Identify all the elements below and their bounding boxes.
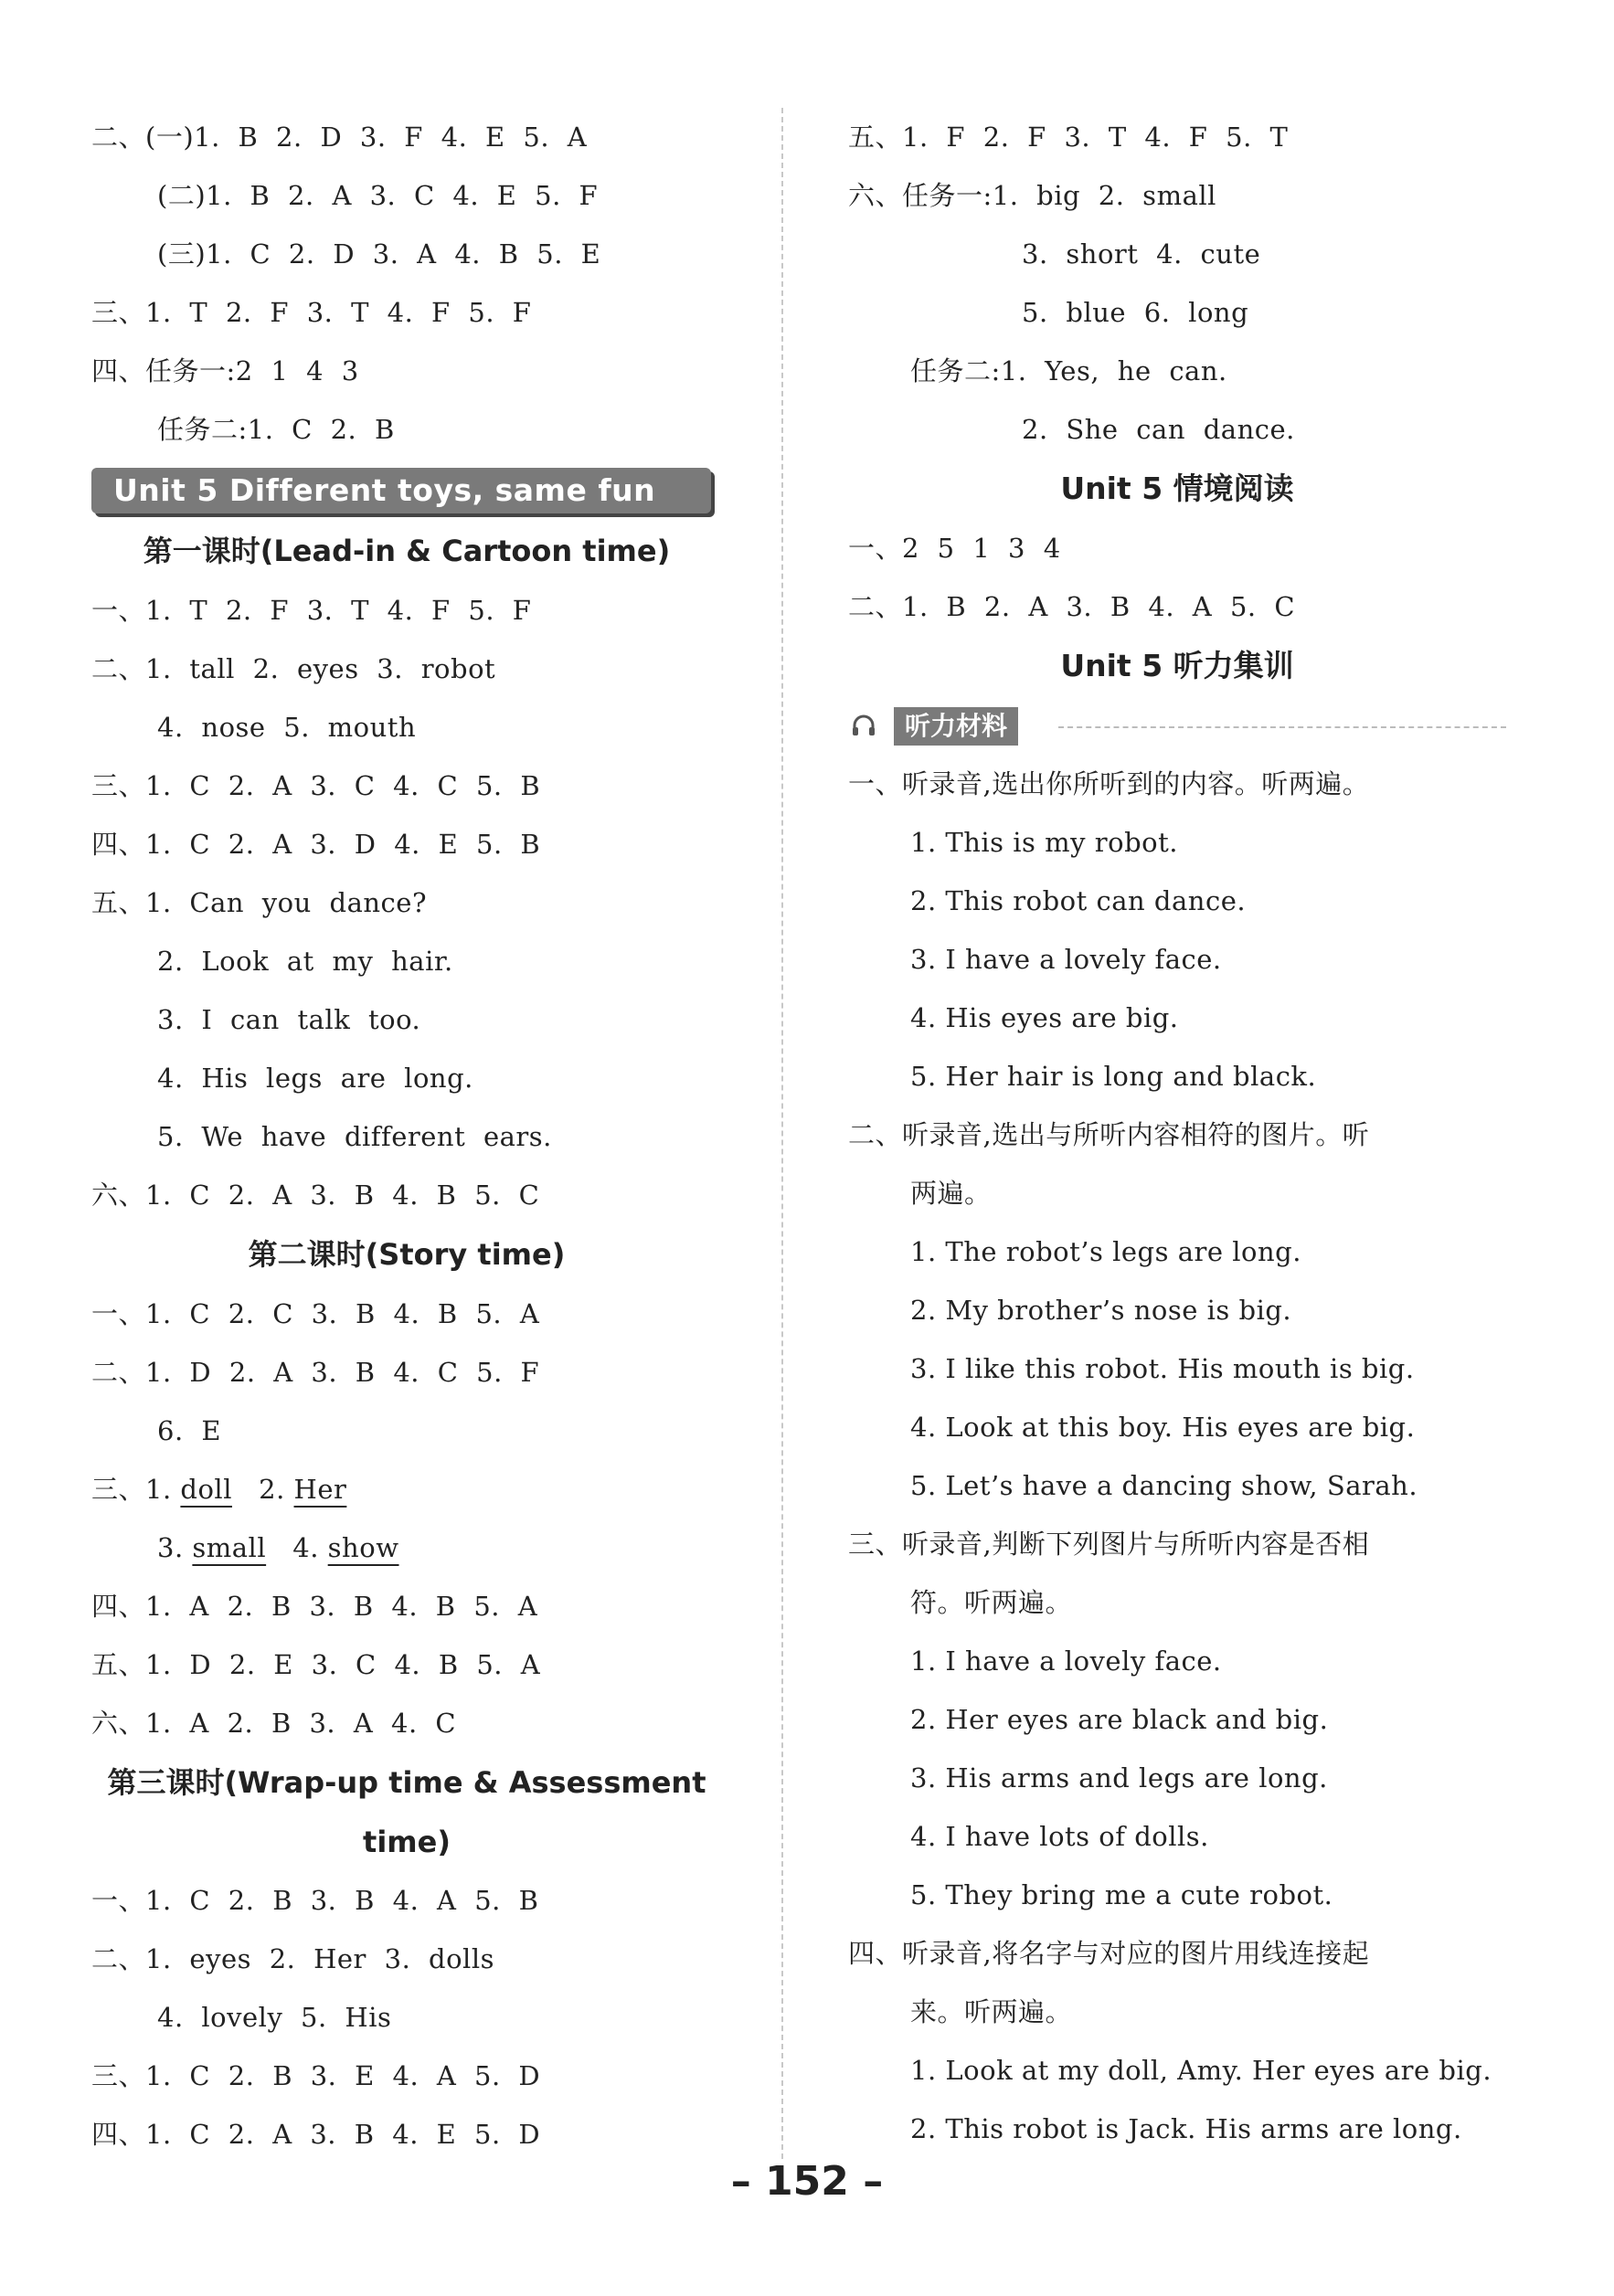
question-label: 四、 <box>848 1938 903 1969</box>
section-heading <box>848 1924 1506 1983</box>
answer-items: 1. C 2. B 3. B 4. A 5. B <box>145 1885 539 1916</box>
answer-line <box>91 990 722 1049</box>
script-line: 1. Look at my doll, Amy. Her eyes are big. <box>910 2055 1492 2086</box>
answer-line <box>91 1402 722 1460</box>
question-label: 五、 <box>91 887 146 918</box>
answer-items: 1. C 2. D 3. A 4. B 5. E <box>206 238 601 270</box>
script-line: 5. Let’s have a dancing show, Sarah. <box>910 1470 1418 1501</box>
answer-items: 1. B 2. D 3. F 4. E 5. A <box>194 122 588 153</box>
answer-line <box>91 640 722 698</box>
answer-items: 4. lovely 5. His <box>157 2002 392 2033</box>
answer-line <box>91 1694 722 1752</box>
answer-line <box>91 283 722 342</box>
answer-items: 1. A 2. B 3. A 4. C <box>145 1708 457 1739</box>
script-line: 5. Her hair is long and black. <box>910 1061 1317 1092</box>
answer-line <box>91 1460 722 1518</box>
section-instruction-cont: 符。听两遍。 <box>910 1587 1073 1618</box>
answer-number: 4. <box>292 1532 319 1563</box>
answer-word: show <box>327 1532 399 1563</box>
question-label: 四、 <box>91 2119 146 2150</box>
answer-line <box>91 815 722 873</box>
script-line: 4. His eyes are big. <box>910 1002 1179 1033</box>
answer-items: 1. T 2. F 3. T 4. F 5. F <box>145 297 532 328</box>
answer-line <box>91 1107 722 1166</box>
answer-items: 4. His legs are long. <box>157 1063 473 1094</box>
script-line: 3. I have a lovely face. <box>910 944 1222 975</box>
script-line: 1. This is my robot. <box>910 827 1178 858</box>
headphones-icon <box>852 714 876 736</box>
answer-line <box>91 1930 722 1988</box>
question-label: 六、 <box>91 1708 146 1739</box>
answer-items: 1. B 2. A 3. C 4. E 5. F <box>206 180 599 211</box>
answer-line <box>91 342 722 400</box>
script-line: 2. This robot can dance. <box>910 885 1247 916</box>
question-label: 一、 <box>91 595 146 626</box>
answer-items: 1. A 2. B 3. B 4. B 5. A <box>145 1591 538 1622</box>
answer-line <box>91 581 722 640</box>
answer-items: 1. T 2. F 3. T 4. F 5. F <box>145 595 532 626</box>
answer-line <box>848 108 1506 166</box>
question-label: 二、 <box>91 1357 146 1388</box>
answer-line <box>91 2105 722 2164</box>
lesson2-answers-more <box>91 1577 722 1752</box>
left-top-answers <box>91 108 722 459</box>
answer-items: 6. E <box>157 1415 222 1446</box>
script-line: 2. Her eyes are black and big. <box>910 1704 1329 1735</box>
question-label: 一、 <box>91 1298 146 1329</box>
answer-word: doll <box>180 1474 232 1505</box>
question-label: (三) <box>157 238 207 270</box>
answer-line <box>848 400 1506 459</box>
section-instruction: 听录音,选出你所听到的内容。听两遍。 <box>902 768 1370 799</box>
answer-line <box>91 1518 722 1577</box>
answer-line <box>91 108 722 166</box>
answer-items: 1. B 2. A 3. B 4. A 5. C <box>902 591 1296 622</box>
answer-items: 任务二:1. C 2. B <box>157 414 395 445</box>
question-label: 六、 <box>91 1180 146 1211</box>
section-heading <box>848 1515 1506 1573</box>
section-instruction: 听录音,判断下列图片与所听内容是否相 <box>902 1529 1370 1560</box>
answer-items: 1. C 2. B 3. E 4. A 5. D <box>145 2060 541 2091</box>
answer-line <box>91 1285 722 1343</box>
answer-line <box>91 1988 722 2047</box>
question-label: 二、 <box>91 1943 146 1974</box>
answer-items: 4. nose 5. mouth <box>157 712 417 743</box>
question-label: 五、 <box>848 122 903 153</box>
question-label: 四、 <box>91 829 146 860</box>
question-label: 一、 <box>91 1885 146 1916</box>
answer-number: 1. <box>145 1474 172 1505</box>
unit-banner: Unit 5 Different toys, same fun <box>91 468 711 513</box>
listening-title: Unit 5 听力集训 <box>1060 648 1294 683</box>
answer-items: 1. C 2. A 3. C 4. C 5. B <box>145 770 541 801</box>
question-label: 三、 <box>91 1474 146 1505</box>
question-label: 一、 <box>848 533 903 564</box>
column-divider <box>781 108 783 2159</box>
answer-number: 3. <box>157 1532 184 1563</box>
answer-items: 1. eyes 2. Her 3. dolls <box>145 1943 494 1974</box>
question-label: (二) <box>157 180 207 211</box>
answer-items: 1. D 2. A 3. B 4. C 5. F <box>145 1357 540 1388</box>
answer-items: 1. D 2. E 3. C 4. B 5. A <box>145 1649 541 1680</box>
answer-items: 1. tall 2. eyes 3. robot <box>145 653 496 684</box>
left-column <box>91 108 722 2164</box>
question-label: 二、 <box>91 653 146 684</box>
listening-scripts <box>848 755 1506 2158</box>
section-instruction-cont: 两遍。 <box>910 1178 992 1209</box>
answer-word: Her <box>293 1474 347 1505</box>
script-line: 2. This robot is Jack. His arms are long. <box>910 2113 1462 2144</box>
answer-items: 1. C 2. A 3. B 4. E 5. D <box>145 2119 541 2150</box>
reading-answers <box>848 519 1506 636</box>
section-instruction: 听录音,将名字与对应的图片用线连接起 <box>902 1938 1370 1969</box>
script-line: 4. Look at this boy. His eyes are big. <box>910 1412 1416 1443</box>
answer-line <box>91 1049 722 1107</box>
lesson2-answers <box>91 1285 722 1460</box>
answer-line <box>848 342 1506 400</box>
answer-items: 2. She can dance. <box>1022 414 1295 445</box>
section-instruction: 听录音,选出与所听内容相符的图片。听 <box>902 1119 1370 1150</box>
answer-items: 3. I can talk too. <box>157 1004 421 1035</box>
question-label: 四、 <box>91 355 146 386</box>
answer-line <box>848 577 1506 636</box>
section-heading <box>848 1106 1506 1164</box>
question-label: 五、 <box>91 1649 146 1680</box>
question-label: 六、 <box>848 180 903 211</box>
answer-line <box>91 698 722 757</box>
section-instruction-cont: 来。听两遍。 <box>910 1996 1073 2027</box>
right-column <box>848 108 1506 2158</box>
answer-line <box>91 225 722 283</box>
answer-items: 1. Can you dance? <box>145 887 427 918</box>
answer-items: 任务一:2 1 4 3 <box>145 355 359 386</box>
script-line: 1. The robot’s legs are long. <box>910 1236 1301 1267</box>
script-line: 3. His arms and legs are long. <box>910 1762 1328 1793</box>
question-label: 二、 <box>848 591 903 622</box>
answer-items: 1. C 2. A 3. B 4. B 5. C <box>145 1180 540 1211</box>
question-label: 三、 <box>91 2060 146 2091</box>
answer-line <box>91 1343 722 1402</box>
answer-line <box>848 166 1506 225</box>
answer-number: 2. <box>259 1474 285 1505</box>
question-label: 四、 <box>91 1591 146 1622</box>
answer-items: 1. C 2. A 3. D 4. E 5. B <box>145 829 541 860</box>
answer-line <box>91 1166 722 1224</box>
section-heading <box>848 755 1506 813</box>
answer-items: 2. Look at my hair. <box>157 946 453 977</box>
question-label: 三、 <box>91 297 146 328</box>
lesson3-answers <box>91 1871 722 2164</box>
question-label: 三、 <box>848 1529 903 1560</box>
answer-items: 3. short 4. cute <box>1022 238 1261 270</box>
answer-line <box>91 1635 722 1694</box>
tag-rule <box>1058 726 1506 728</box>
answer-line <box>91 1577 722 1635</box>
page-number: – 152 – <box>730 2158 884 2205</box>
reading-title: Unit 5 情境阅读 <box>1060 471 1294 506</box>
answer-line <box>91 1871 722 1930</box>
answer-line <box>91 2047 722 2105</box>
question-label: 一、 <box>848 768 903 799</box>
question-label: 二、 <box>848 1119 903 1150</box>
answer-line <box>91 932 722 990</box>
lesson1-title: 第一课时(Lead-in & Cartoon time) <box>143 534 671 568</box>
right-top-answers <box>848 108 1506 459</box>
answer-line <box>91 757 722 815</box>
answer-line <box>848 225 1506 283</box>
answer-word: small <box>192 1532 267 1563</box>
answer-items: 1. C 2. C 3. B 4. B 5. A <box>145 1298 540 1329</box>
answer-items: 5. We have different ears. <box>157 1121 552 1152</box>
answer-line <box>848 283 1506 342</box>
listening-material-tag <box>848 696 1506 755</box>
answer-items: 任务一:1. big 2. small <box>902 180 1216 211</box>
question-label: 二、(一) <box>91 122 195 153</box>
answer-items: 任务二:1. Yes, he can. <box>910 355 1227 386</box>
lesson3-title-cont: time) <box>363 1825 451 1859</box>
script-line: 1. I have a lovely face. <box>910 1645 1222 1677</box>
answer-items: 1. F 2. F 3. T 4. F 5. T <box>902 122 1289 153</box>
answer-line <box>91 873 722 932</box>
script-line: 5. They bring me a cute robot. <box>910 1879 1333 1910</box>
answer-items: 2 5 1 3 4 <box>902 533 1061 564</box>
answer-line <box>848 519 1506 577</box>
lesson3-title: 第三课时(Wrap-up time & Assessment <box>107 1765 706 1800</box>
answer-line <box>91 400 722 459</box>
script-line: 2. My brother’s nose is big. <box>910 1295 1292 1326</box>
lesson2-title: 第二课时(Story time) <box>248 1237 566 1272</box>
lesson1-answers <box>91 581 722 1224</box>
listening-tag-label: 听力材料 <box>894 707 1018 746</box>
script-line: 4. I have lots of dolls. <box>910 1821 1209 1852</box>
answer-line <box>91 166 722 225</box>
question-label: 三、 <box>91 770 146 801</box>
answer-items: 5. blue 6. long <box>1022 297 1249 328</box>
script-line: 3. I like this robot. His mouth is big. <box>910 1353 1415 1384</box>
